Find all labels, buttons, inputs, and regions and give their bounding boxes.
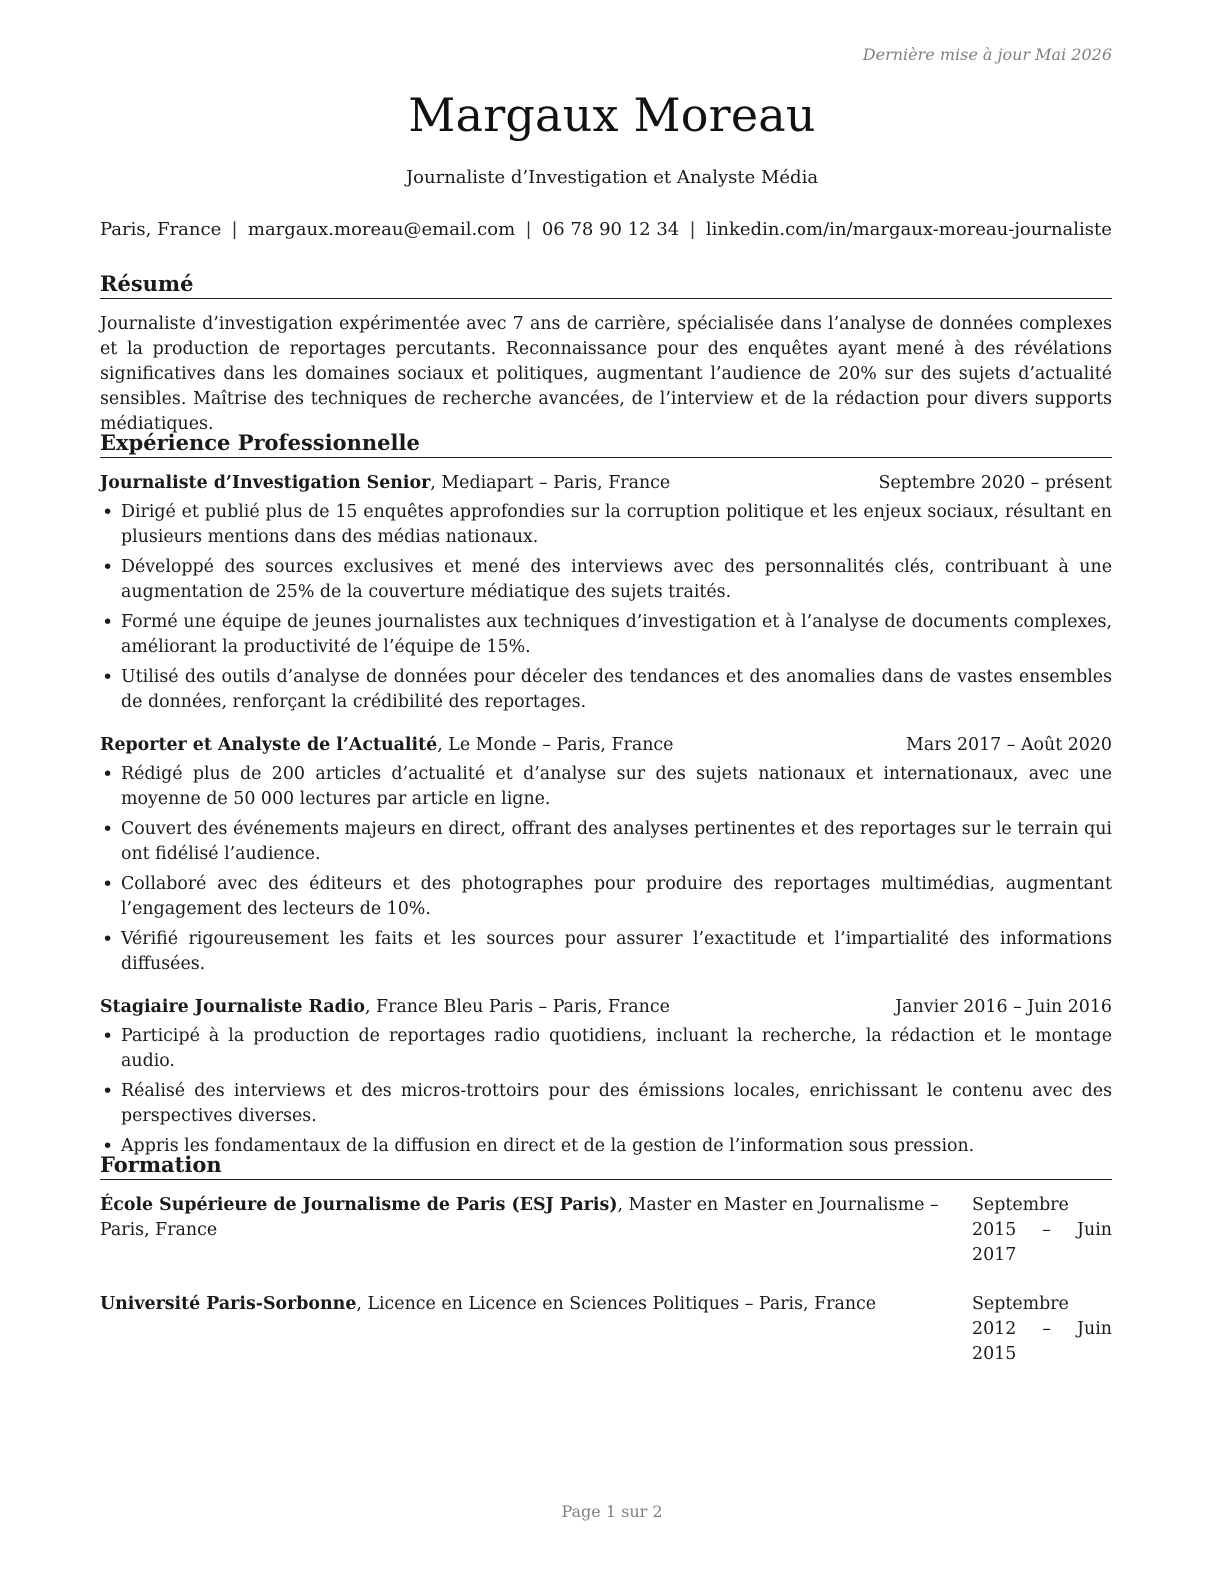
experience-section	[100, 430, 1112, 1164]
job-org: , France Bleu Paris – Paris, France	[364, 997, 670, 1017]
contact-phone: 06 78 90 12 34	[541, 219, 680, 240]
job-entry	[100, 733, 1112, 977]
job-dates: Janvier 2016 – Juin 2016	[895, 997, 1112, 1017]
education-entry	[100, 1292, 1112, 1367]
school-name: Université Paris-Sorbonne	[100, 1294, 357, 1314]
job-header	[100, 471, 1112, 496]
education-dates: Septembre 2012 – Juin 2015	[972, 1294, 1112, 1364]
degree-detail: , Licence en Licence en Sciences Politiques – Paris, France	[356, 1294, 877, 1314]
list-item: • Vérifié rigoureusement les faits et les sources pour assurer l’exactitude et l’impartialité des informations diffusées.	[100, 927, 1112, 977]
contact-separator: |	[231, 219, 238, 240]
list-item: • Développé des sources exclusives et mené des interviews avec des personnalités clés, contribuant à une augmentation de 25% de la couverture médiatique des sujets traités.	[100, 555, 1112, 605]
job-header	[100, 995, 1112, 1020]
page-number: Page 1 sur 2	[561, 1502, 663, 1521]
list-item: • Collaboré avec des éditeurs et des photographes pour produire des reportages multimédias, augmentant l’engagement des lecteurs de 10%.	[100, 872, 1112, 922]
summary-text: Journaliste d’investigation expérimentée avec 7 ans de carrière, spécialisée dans l’analyse de données complexes et la production de reportages percutants. Reconnaissance pour des enquêtes ayant mené à des révélations significatives dans les domaines sociaux et politiques, augmentant l’audience de 20% sur des sujets d’actualité sensibles. Maîtrise des techniques de recherche avancées, de l’interview et de la rédaction pour divers supports médiatiques.	[100, 314, 1112, 434]
candidate-name: Margaux Moreau	[408, 88, 816, 142]
job-org: , Mediapart – Paris, France	[430, 473, 671, 493]
candidate-title: Journaliste d’Investigation et Analyste Média	[405, 167, 819, 188]
education-dates: Septembre 2015 – Juin 2017	[972, 1195, 1112, 1265]
job-title: Journaliste d’Investigation Senior	[100, 473, 431, 493]
school-name: École Supérieure de Journalisme de Paris (ESJ Paris)	[100, 1195, 618, 1215]
contact-linkedin[interactable]: linkedin.com/in/margaux-moreau-journaliste	[705, 219, 1112, 240]
list-item: • Couvert des événements majeurs en direct, offrant des analyses pertinentes et des reportages sur le terrain qui ont fidélisé l’audience.	[100, 817, 1112, 867]
contact-separator: |	[689, 219, 696, 240]
list-item: • Utilisé des outils d’analyse de données pour déceler des tendances et des anomalies dans de vastes ensembles de données, renforçant la crédibilité des reportages.	[100, 665, 1112, 715]
list-item: • Réalisé des interviews et des micros-trottoirs pour des émissions locales, enrichissant le contenu avec des perspectives diverses.	[100, 1079, 1112, 1129]
section-heading: Formation	[100, 1152, 1112, 1180]
job-entry	[100, 471, 1112, 715]
list-item: • Appris les fondamentaux de la diffusion en direct et de la gestion de l’information sous pression.	[100, 1134, 1112, 1159]
list-item: • Participé à la production de reportages radio quotidiens, incluant la recherche, la rédaction et le montage audio.	[100, 1024, 1112, 1074]
section-heading: Résumé	[100, 271, 1112, 299]
job-bullets	[100, 500, 1112, 715]
job-title: Reporter et Analyste de l’Actualité	[100, 735, 438, 755]
education-entry	[100, 1193, 1112, 1268]
job-header	[100, 733, 1112, 758]
job-dates: Septembre 2020 – présent	[878, 473, 1112, 493]
job-title: Stagiaire Journaliste Radio	[100, 997, 365, 1017]
job-dates: Mars 2017 – Août 2020	[906, 735, 1112, 755]
job-org: , Le Monde – Paris, France	[437, 735, 674, 755]
contact-separator: |	[525, 219, 532, 240]
job-bullets	[100, 762, 1112, 977]
job-bullets	[100, 1024, 1112, 1159]
list-item: • Formé une équipe de jeunes journalistes aux techniques d’investigation et à l’analyse de documents complexes, améliorant la productivité de l’équipe de 15%.	[100, 610, 1112, 660]
contact-location: Paris, France	[100, 219, 222, 240]
section-heading: Expérience Professionnelle	[100, 430, 1112, 458]
summary-section	[100, 271, 1112, 437]
last-updated: Dernière mise à jour Mai 2026	[862, 45, 1112, 64]
education-section	[100, 1152, 1112, 1367]
degree-detail: , Master en Master en Journalisme – Paris, France	[100, 1195, 939, 1240]
contact-line	[100, 219, 1112, 240]
contact-email[interactable]: margaux.moreau@email.com	[247, 219, 516, 240]
list-item: • Dirigé et publié plus de 15 enquêtes approfondies sur la corruption politique et les enjeux sociaux, résultant en plusieurs mentions dans des médias nationaux.	[100, 500, 1112, 550]
list-item: • Rédigé plus de 200 articles d’actualité et d’analyse sur des sujets nationaux et internationaux, avec une moyenne de 50 000 lectures par article en ligne.	[100, 762, 1112, 812]
job-entry	[100, 995, 1112, 1159]
